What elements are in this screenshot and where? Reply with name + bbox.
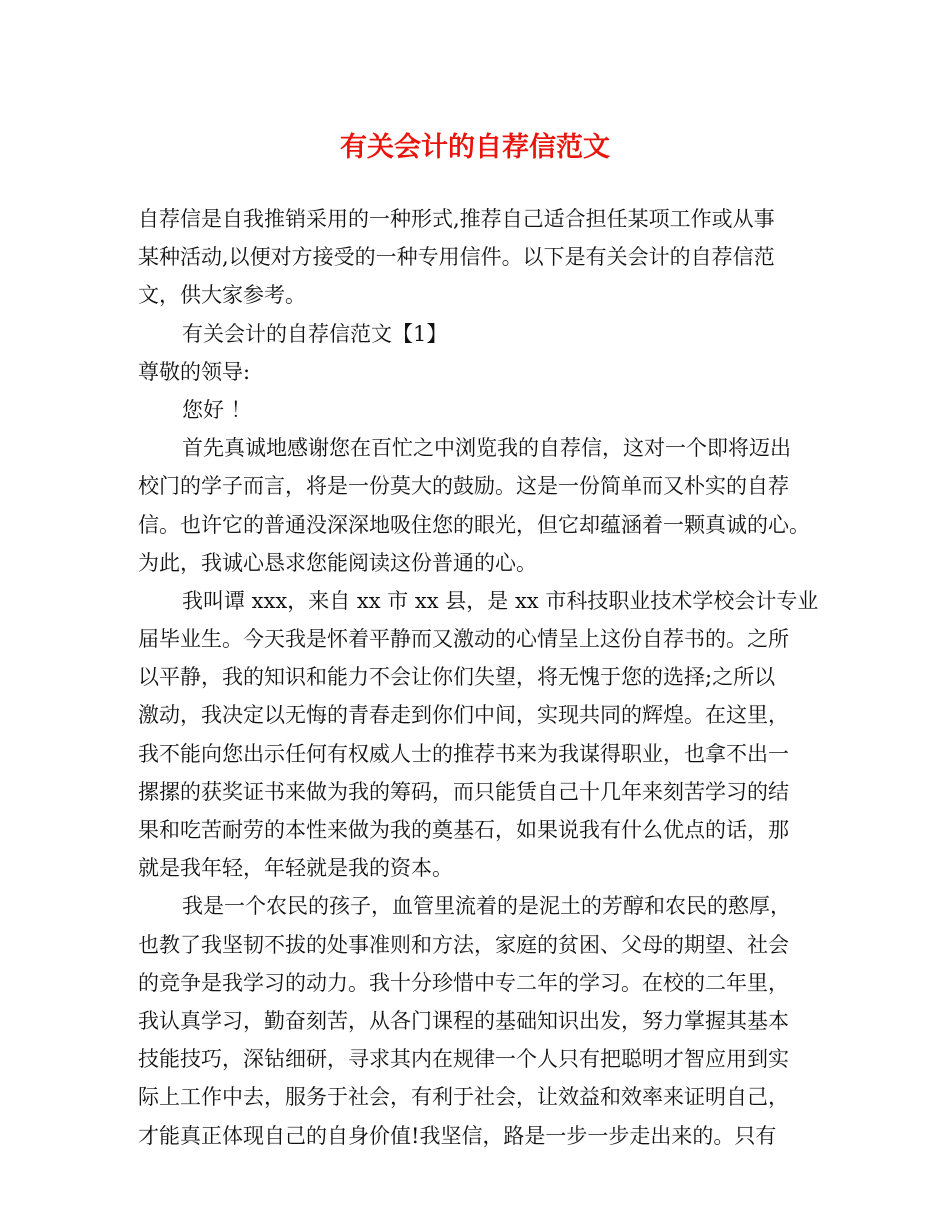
text-line: 果和吃苦耐劳的本性来做为我的奠基石，如果说我有什么优点的话，那	[138, 818, 789, 842]
text-line: 我认真学习，勤奋刻苦，从各门课程的基础知识出发，努力掌握其基本	[138, 1008, 789, 1033]
text-line: 首先真诚地感谢您在百忙之中浏览我的自荐信，这对一个即将迈出	[182, 436, 791, 461]
text-line: 的竞争是我学习的动力。我十分珍惜中专二年的学习。在校的二年里，	[138, 970, 789, 995]
text-line: 届毕业生。今天我是怀着平静而又激动的心情呈上这份自荐书的。之所	[138, 627, 789, 652]
text-line: 自荐信是自我推销采用的一种形式,推荐自己适合担任某项工作或从事	[138, 207, 775, 231]
text-line: 信。也许它的普通没深深地吸住您的眼光，但它却蕴涵着一颗真诚的心。	[138, 512, 810, 537]
text-line: 才能真正体现自己的自身价值!我坚信，路是一步一步走出来的。只有	[138, 1123, 777, 1148]
text-line: 某种活动,以便对方接受的一种专用信件。以下是有关会计的自荐信范	[138, 245, 775, 270]
text-line: 际上工作中去，服务于社会，有利于社会，让效益和效率来证明自己，	[138, 1085, 789, 1110]
text-line: 为此，我诚心恳求您能阅读这份普通的心。	[138, 550, 537, 575]
text-line: 有关会计的自荐信范文【1】	[182, 321, 448, 346]
document-body	[138, 200, 828, 1155]
text-line: 我是一个农民的孩子，血管里流着的是泥土的芳醇和农民的憨厚，	[182, 894, 791, 919]
text-line: 校门的学子而言，将是一份莫大的鼓励。这是一份简单而又朴实的自荐	[138, 474, 789, 499]
text-line: 您好 ！	[182, 397, 252, 422]
document-title: 有关会计的自荐信范文	[340, 132, 610, 163]
text-line: 尊敬的领导:	[138, 359, 251, 384]
text-line: 我叫谭 xxx，来自 xx 市 xx 县，是 xx 市科技职业技术学校会计专业	[182, 588, 819, 613]
text-line: 技能技巧，深钻细研，寻求其内在规律一个人只有把聪明才智应用到实	[138, 1047, 789, 1072]
text-line: 就是我年轻，年轻就是我的资本。	[138, 856, 453, 881]
text-line: 摞摞的获奖证书来做为我的筹码，而只能赁自己十几年来刻苦学习的结	[138, 779, 789, 804]
text-line: 也教了我坚韧不拔的处事准则和方法，家庭的贫困、父母的期望、社会	[138, 932, 789, 957]
text-line: 以平静，我的知识和能力不会让你们失望，将无愧于您的选择;之所以	[138, 665, 776, 690]
text-line: 文，供大家参考。	[138, 283, 306, 308]
text-line: 我不能向您出示任何有权威人士的推荐书来为我谋得职业，也拿不出一	[138, 741, 789, 766]
text-line: 激动，我决定以无悔的青春走到你们中间，实现共同的辉煌。在这里，	[138, 703, 789, 728]
